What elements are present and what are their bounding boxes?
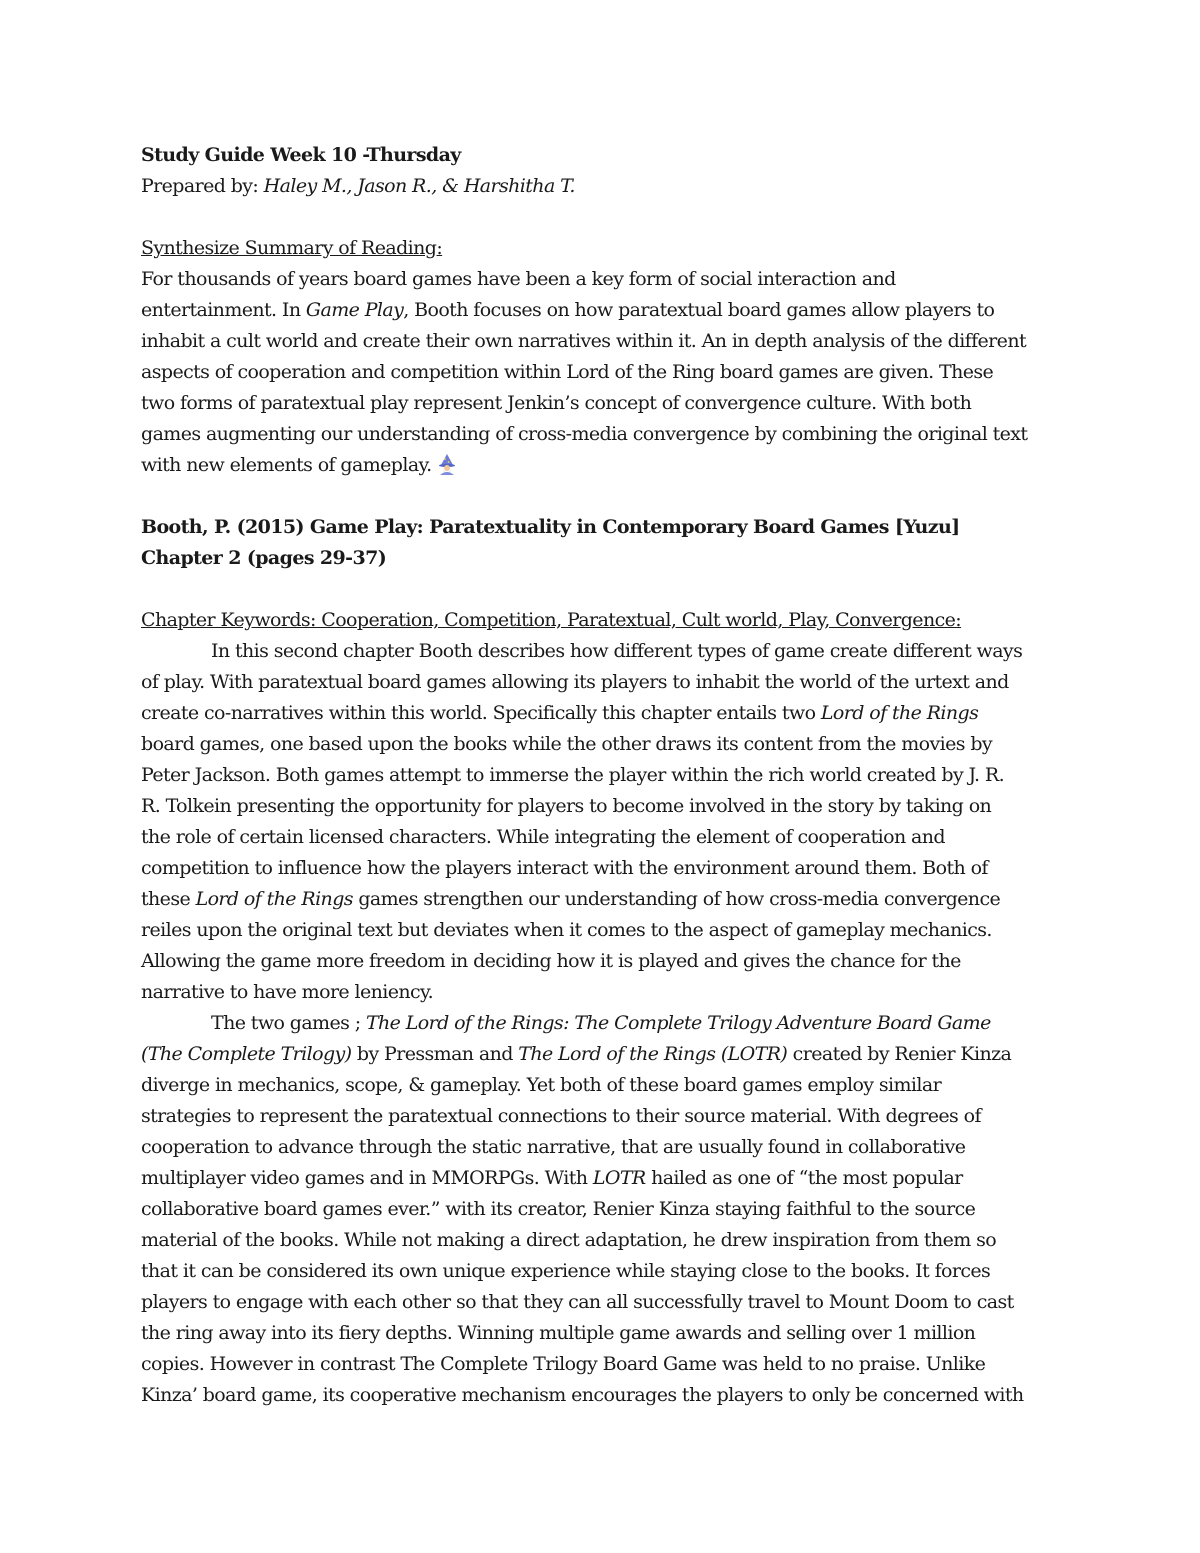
paragraph-line: players to engage with each other so that they can all successfully travel to Mount Doom to cast bbox=[141, 1291, 1014, 1313]
game-title: (The Complete Trilogy) bbox=[141, 1043, 352, 1065]
paragraph-line: cooperation to advance through the static narrative, that are usually found in collaborative bbox=[141, 1136, 966, 1158]
paragraph-line: Allowing the game more freedom in deciding how it is played and gives the chance for the bbox=[141, 950, 961, 972]
paragraph-line: Kinza’ board game, its cooperative mechanism encourages the players to only be concerned with bbox=[141, 1384, 1024, 1406]
book-title: Game Play bbox=[305, 299, 404, 321]
wizard-emoji-icon bbox=[436, 453, 458, 475]
citation-line: Booth, P. (2015) Game Play: Paratextuality in Contemporary Board Games [Yuzu] bbox=[141, 516, 960, 538]
spacer bbox=[141, 574, 1061, 605]
paragraph-line: R. Tolkein presenting the opportunity for players to become involved in the story by taking on bbox=[141, 795, 992, 817]
paragraph-line: that it can be considered its own unique experience while staying close to the books. It forces bbox=[141, 1260, 991, 1282]
paragraph-line: copies. However in contrast The Complete Trilogy Board Game was held to no praise. Unlike bbox=[141, 1353, 986, 1375]
paragraph-line: narrative to have more leniency. bbox=[141, 981, 434, 1003]
paragraph-line: collaborative board games ever.” with its creator, Renier Kinza staying faithful to the source bbox=[141, 1198, 976, 1220]
paragraph-line: material of the books. While not making a direct adaptation, he drew inspiration from them so bbox=[141, 1229, 997, 1251]
summary-line: two forms of paratextual play represent Jenkin’s concept of convergence culture. With both bbox=[141, 392, 972, 414]
paragraph-line: the ring away into its fiery depths. Winning multiple game awards and selling over 1 million bbox=[141, 1322, 976, 1344]
book-title: Lord of the Rings bbox=[820, 702, 979, 724]
paragraph-line: (The Complete Trilogy) by Pressman and The Lord of the Rings (LOTR) created by Renier Kinza bbox=[141, 1043, 1012, 1065]
book-title: Lord of the Rings bbox=[195, 888, 353, 910]
page-title: Study Guide Week 10 -Thursday bbox=[141, 144, 461, 166]
paragraph-line: these Lord of the Rings games strengthen our understanding of how cross-media convergence bbox=[141, 888, 1001, 910]
summary-line: aspects of cooperation and competition within Lord of the Ring board games are given. These bbox=[141, 361, 994, 383]
paragraph-line: strategies to represent the paratextual connections to their source material. With degrees of bbox=[141, 1105, 981, 1127]
game-title: The Lord of the Rings: The Complete Trilogy Adventure Board Game bbox=[365, 1012, 991, 1034]
authors: Haley M., Jason R., & Harshitha T. bbox=[263, 175, 575, 197]
paragraph-line: of play. With paratextual board games allowing its players to inhabit the world of the urtext and bbox=[141, 671, 1009, 693]
spacer bbox=[141, 481, 1061, 512]
game-title: LOTR bbox=[592, 1167, 646, 1189]
paragraph-line: board games, one based upon the books while the other draws its content from the movies by bbox=[141, 733, 993, 755]
paragraph-line: create co-narratives within this world. Specifically this chapter entails two Lord of the Rings bbox=[141, 702, 979, 724]
paragraph-line: diverge in mechanics, scope, & gameplay. Yet both of these board games employ similar bbox=[141, 1074, 942, 1096]
prepared-by-label: Prepared by: bbox=[141, 175, 264, 197]
paragraph-line: In this second chapter Booth describes how different types of game create different ways bbox=[211, 640, 1023, 662]
document-body bbox=[141, 140, 1061, 1411]
summary-line: with new elements of gameplay. bbox=[141, 450, 1061, 481]
summary-line: entertainment. In Game Play, Booth focuses on how paratextual board games allow players to bbox=[141, 299, 995, 321]
paragraph-line: competition to influence how the players interact with the environment around them. Both of bbox=[141, 857, 988, 879]
chapter-keywords: Chapter Keywords: Cooperation, Competition, Paratextual, Cult world, Play, Convergence: bbox=[141, 609, 962, 631]
summary-heading: Synthesize Summary of Reading: bbox=[141, 237, 443, 259]
summary-line: For thousands of years board games have been a key form of social interaction and bbox=[141, 268, 896, 290]
paragraph-line: multiplayer video games and in MMORPGs. With LOTR hailed as one of “the most popular bbox=[141, 1167, 963, 1189]
prepared-by-line bbox=[141, 171, 1061, 202]
summary-line: inhabit a cult world and create their own narratives within it. An in depth analysis of the different bbox=[141, 330, 1026, 352]
paragraph-line: Peter Jackson. Both games attempt to immerse the player within the rich world created by J. R. bbox=[141, 764, 1005, 786]
paragraph-line: the role of certain licensed characters. While integrating the element of cooperation and bbox=[141, 826, 945, 848]
paragraph-line: reiles upon the original text but deviates when it comes to the aspect of gameplay mechanics. bbox=[141, 919, 992, 941]
summary-line: games augmenting our understanding of cross-media convergence by combining the original text bbox=[141, 423, 1028, 445]
game-title: The Lord of the Rings (LOTR) bbox=[518, 1043, 788, 1065]
paragraph-line: The two games ; The Lord of the Rings: The Complete Trilogy Adventure Board Game bbox=[211, 1012, 991, 1034]
citation-chapter: Chapter 2 (pages 29-37) bbox=[141, 547, 387, 569]
spacer bbox=[141, 202, 1061, 233]
